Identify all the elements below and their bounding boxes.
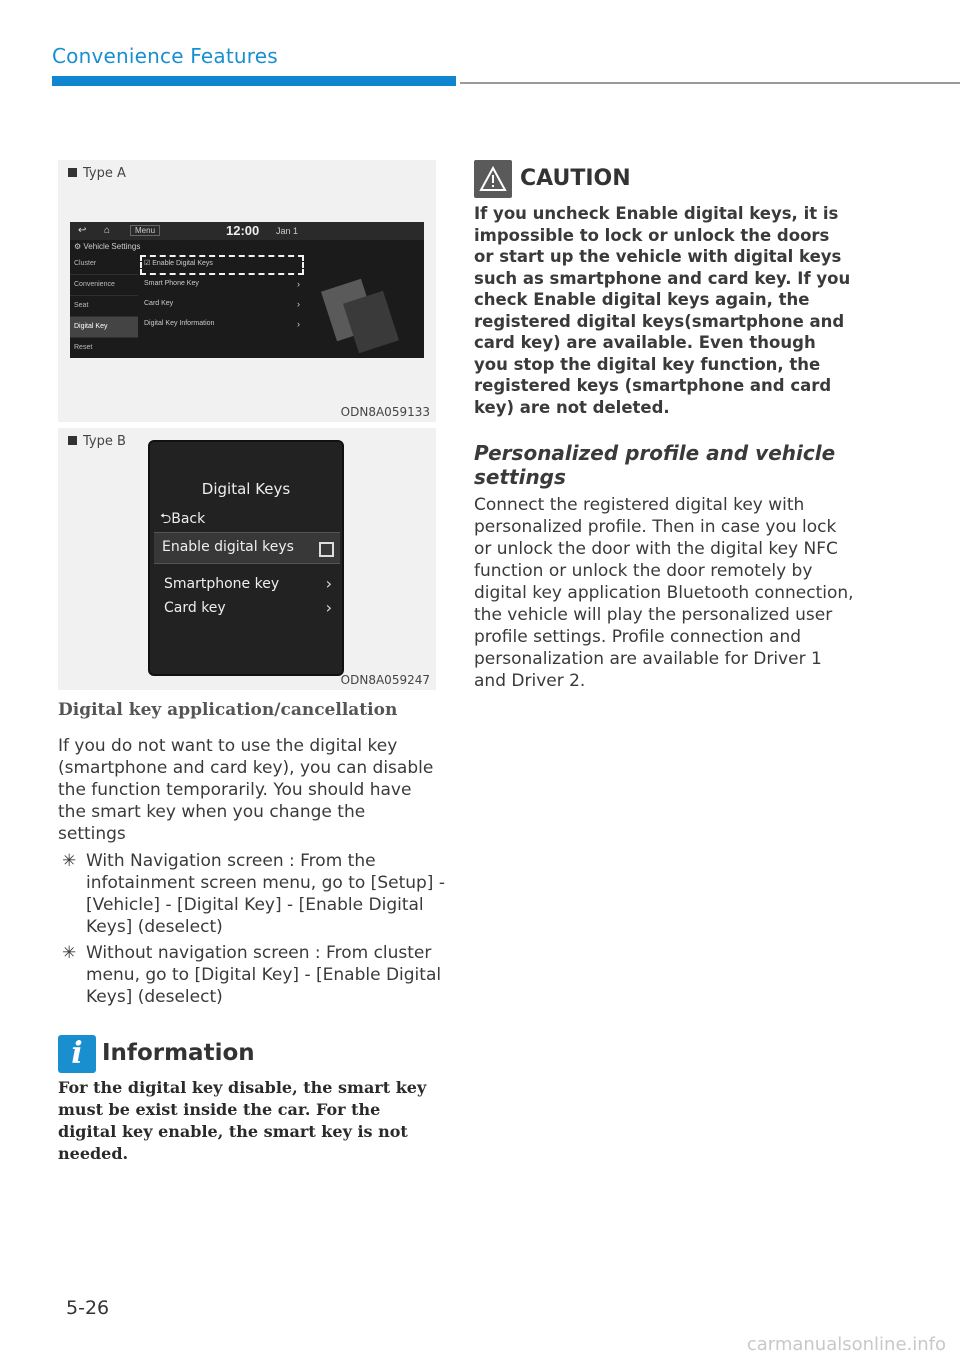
menu-item-enable: ☑ Enable Digital Keys [144, 260, 213, 267]
checkbox-icon [319, 542, 334, 557]
gear-icon: ⚙ [74, 242, 84, 251]
figure-type-a [58, 160, 436, 422]
sidebar-item: Seat [70, 296, 138, 317]
figure-code: ODN8A059133 [340, 405, 430, 419]
section-heading: Digital key application/cancellation [58, 700, 398, 720]
back-icon: ↩ [78, 225, 87, 236]
menu-item: Digital Key Information › [142, 314, 302, 334]
square-bullet-icon [68, 168, 77, 177]
watermark: carmanualsonline.info [746, 1334, 946, 1355]
sidebar-item: Convenience [70, 275, 138, 296]
screen-title: Digital Keys [201, 480, 291, 498]
highlight-dashed-box [140, 255, 304, 275]
enable-digital-keys-row: Enable digital keys [154, 532, 340, 564]
menu-item: Smart Phone Key › [142, 274, 302, 294]
figure-label: Type B [68, 434, 126, 449]
back-row: ⮌Back [160, 511, 206, 527]
asterisk-icon: ✳ [62, 943, 77, 963]
figure-code: ODN8A059247 [340, 673, 430, 687]
menu-row: Card key › [164, 598, 332, 617]
home-icon: ⌂ [104, 225, 111, 236]
settings-sidebar [70, 254, 138, 358]
sidebar-item: Cluster [70, 254, 138, 275]
sidebar-item: Reset [70, 338, 138, 358]
sub-heading: Personalized profile and vehicle settings [474, 441, 836, 489]
asterisk-icon: ✳ [62, 851, 77, 871]
chevron-right-icon: › [325, 574, 332, 593]
caution-body: If you uncheck Enable digital keys, it is impossible to lock or unlock the doors or start up the vehicle with digital keys such as smartphone and card key. If you check Enable digital keys again, the registered digital keys(smartphone and card key) are available. Even though you stop the digital key function, the registered keys (smartphone and card key) are not deleted. [474, 204, 851, 417]
note-text: With Navigation screen : From the infotainment screen menu, go to [Setup] - [Vehicle] - [Digital Key] - [Enable Digital Keys] (deselect) [86, 851, 445, 937]
clock-time: 12:00 [226, 223, 260, 238]
sidebar-item-digital-key: Digital Key [70, 317, 138, 338]
chevron-right-icon: › [297, 299, 300, 309]
back-icon: ⮌ [160, 511, 172, 527]
body-paragraph: Connect the registered digital key with personalized profile. Then in case you lock or unlock the door with the digital key NFC function or unlock the door remotely by digital key application Bluetooth connection, the vehicle will play the personalized user profile settings. Profile connection and personalization are available for Driver 1 and Driver 2. [474, 495, 854, 691]
info-icon: i [58, 1035, 96, 1073]
section-title: Convenience Features [52, 44, 278, 68]
header-rule [460, 82, 960, 84]
chevron-right-icon: › [297, 279, 300, 289]
info-body: For the digital key disable, the smart key must be exist inside the car. For the digital key enable, the smart key is not needed. [58, 1078, 427, 1163]
clock-date: Jan 1 [276, 226, 299, 236]
header-accent-bar [52, 76, 456, 86]
chevron-right-icon: › [297, 319, 300, 329]
menu-item: Card Key › [142, 294, 302, 314]
body-paragraph: If you do not want to use the digital key (smartphone and card key), you can disable the function temporarily. You should have the smart key when you change the settings [58, 736, 434, 844]
menu-button: Menu [130, 225, 160, 236]
breadcrumb: ⚙ Vehicle Settings [74, 242, 141, 251]
info-title: Information [102, 1040, 255, 1066]
figure-label: Type A [68, 166, 126, 181]
menu-row: Smartphone key › [164, 574, 332, 593]
checkbox-icon: ☑ [144, 260, 153, 267]
chevron-right-icon: › [325, 598, 332, 617]
note-text: Without navigation screen : From cluster menu, go to [Digital Key] - [Enable Digital Keys] (deselect) [86, 943, 442, 1007]
card-key-illustration [343, 291, 399, 353]
screen-topbar [70, 222, 424, 240]
square-bullet-icon [68, 436, 77, 445]
page-number: 5-26 [66, 1297, 110, 1319]
cluster-screen [148, 440, 344, 676]
warning-icon [474, 160, 512, 198]
figure-type-b [58, 428, 436, 690]
caution-title: CAUTION [520, 166, 631, 191]
infotainment-screen [70, 222, 424, 358]
